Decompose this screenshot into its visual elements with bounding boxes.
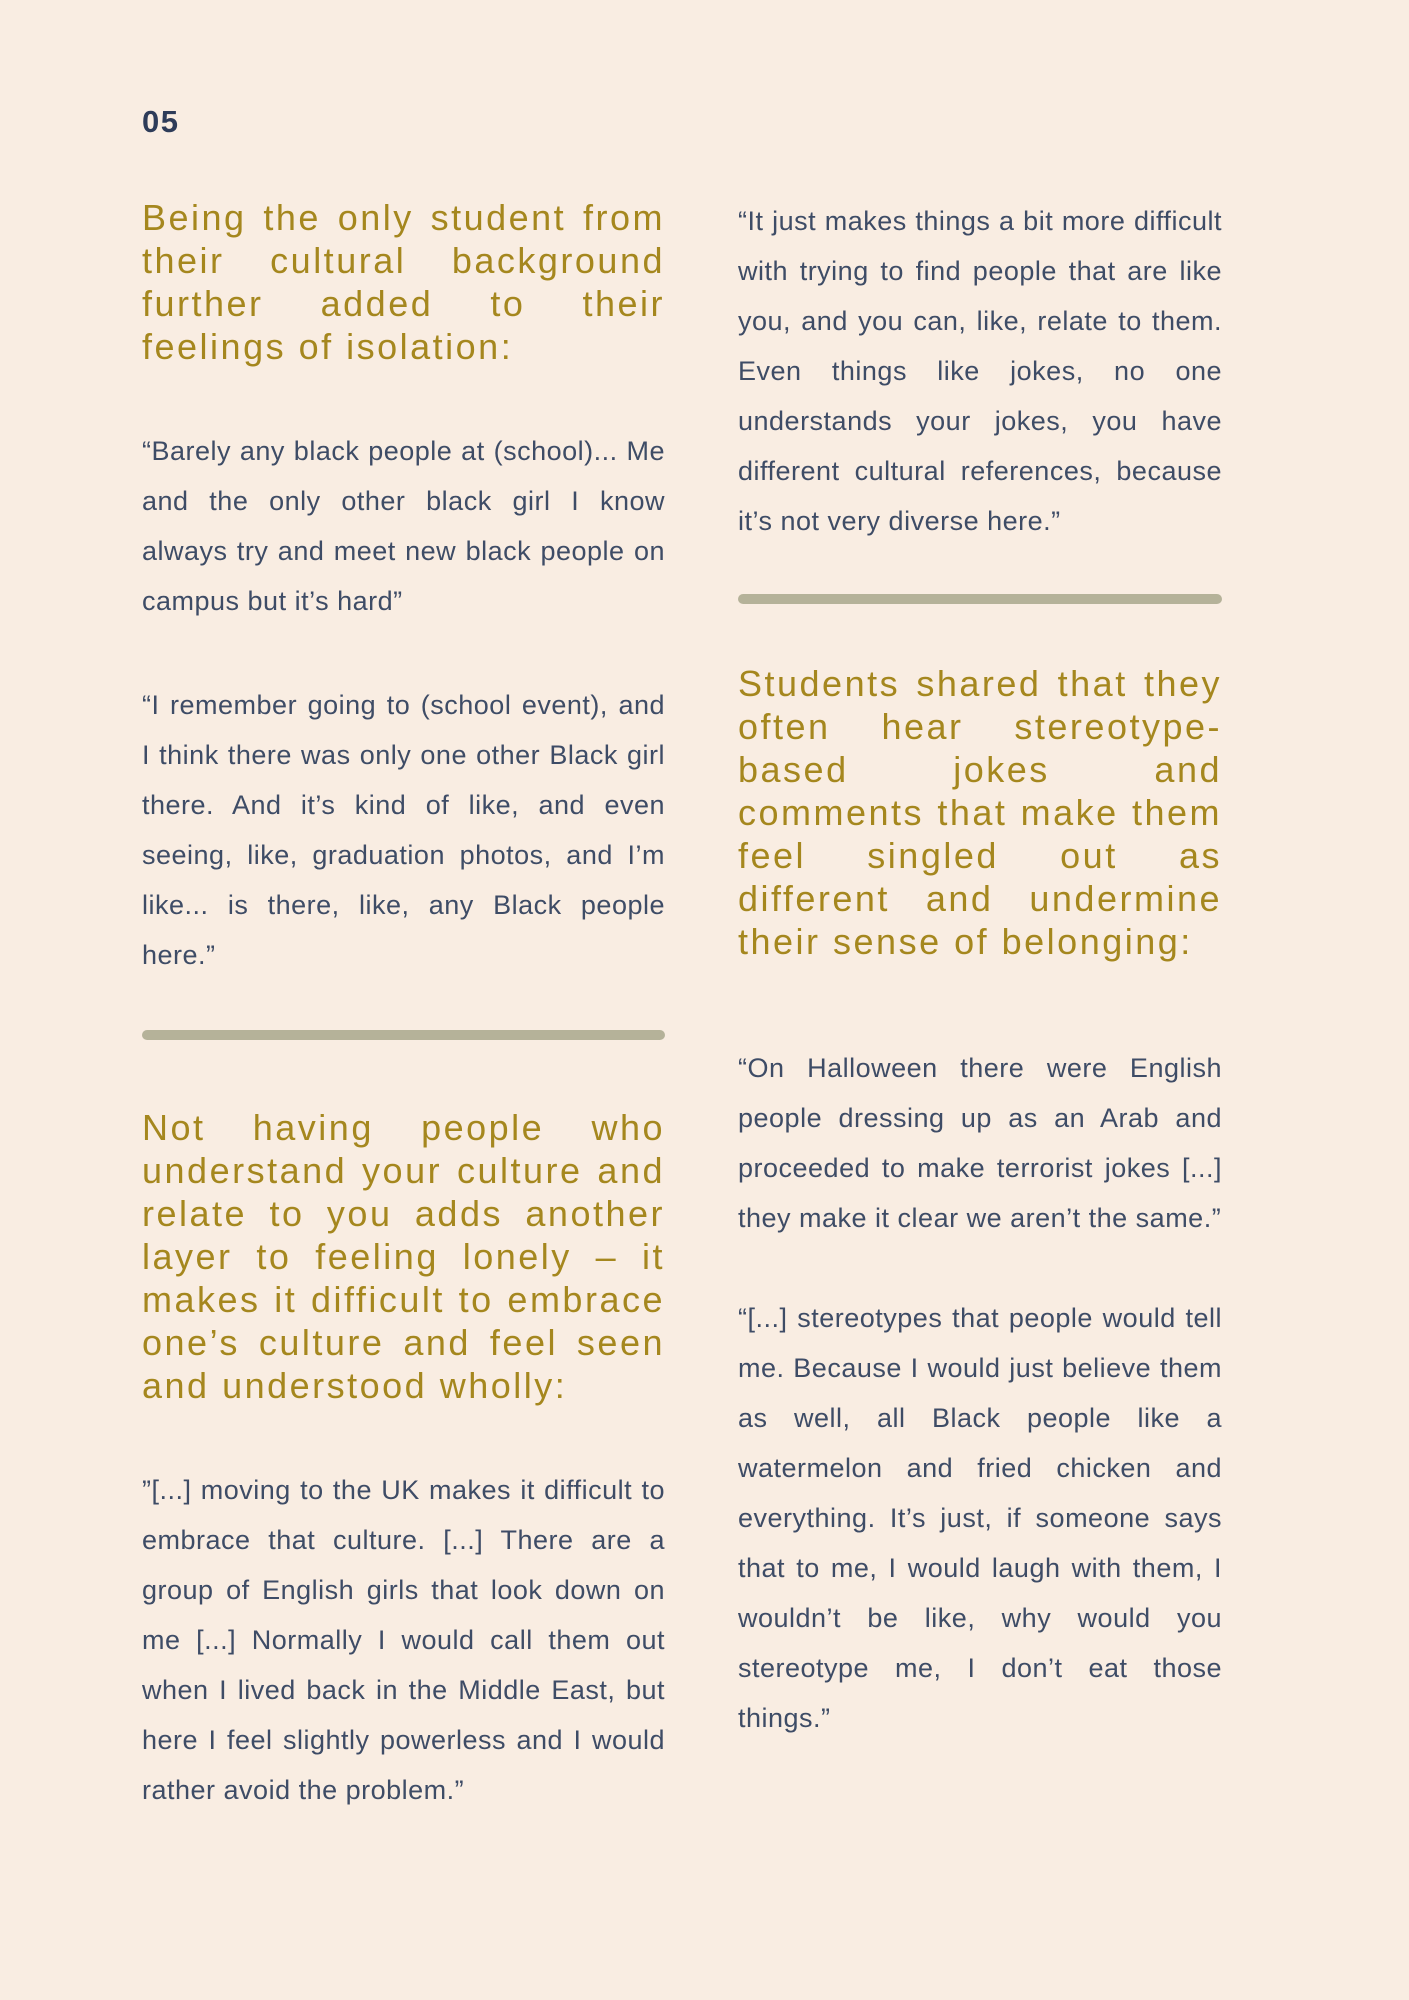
heading-isolation: Being the only student from their cultural background further added to their feelings of isolation: bbox=[142, 197, 665, 367]
heading-culture-belonging: Not having people who understand your culture and relate to you adds another layer to feeling lonely – it makes it difficult to embrace one’s culture and feel seen and understood wholly: bbox=[142, 1107, 665, 1406]
quote-stereotypes: “[...] stereotypes that people would tell me. Because I would just believe them as well, all Black people like a watermelon and fried chicken and everything. It’s just, if someone says that to me, I would laugh with them, I wouldn’t be like, why would you stereotype me, I don’t eat those things.” bbox=[738, 1303, 1222, 1733]
page-number: 05 bbox=[142, 104, 180, 139]
section-divider bbox=[142, 1030, 665, 1040]
quote-halloween: “On Halloween there were English people dressing up as an Arab and proceeded to make terrorist jokes [...] they make it clear we aren’t the same.” bbox=[738, 1053, 1222, 1233]
quote-moving-to-uk: ”[...] moving to the UK makes it difficult to embrace that culture. [...] There are a group of English girls that look down on me [...] Normally I would call them out when I lived back in the Middle East, but here I feel slightly powerless and I would rather avoid the problem.” bbox=[142, 1475, 665, 1805]
two-column-layout bbox=[142, 196, 1223, 1815]
left-column bbox=[142, 196, 665, 1815]
quote-barely-any-black-people: “Barely any black people at (school)... Me and the only other black girl I know always try and meet new black people on campus but it’s hard” bbox=[142, 436, 665, 616]
quote-it-just-makes-things: “It just makes things a bit more difficult with trying to find people that are like you, and you can, like, relate to them. Even things like jokes, no one understands your jokes, you have different cultural references, because it’s not very diverse here.” bbox=[738, 206, 1222, 536]
right-column bbox=[738, 196, 1222, 1815]
quote-i-remember-going: “I remember going to (school event), and I think there was only one other Black girl there. And it’s kind of like, and even seeing, like, graduation photos, and I’m like... is there, like, any Black people here.” bbox=[142, 690, 665, 970]
heading-stereotype-jokes: Students shared that they often hear stereotype-based jokes and comments that make them feel singled out as different and undermine their sense of belonging: bbox=[738, 663, 1222, 962]
section-divider bbox=[738, 594, 1222, 604]
